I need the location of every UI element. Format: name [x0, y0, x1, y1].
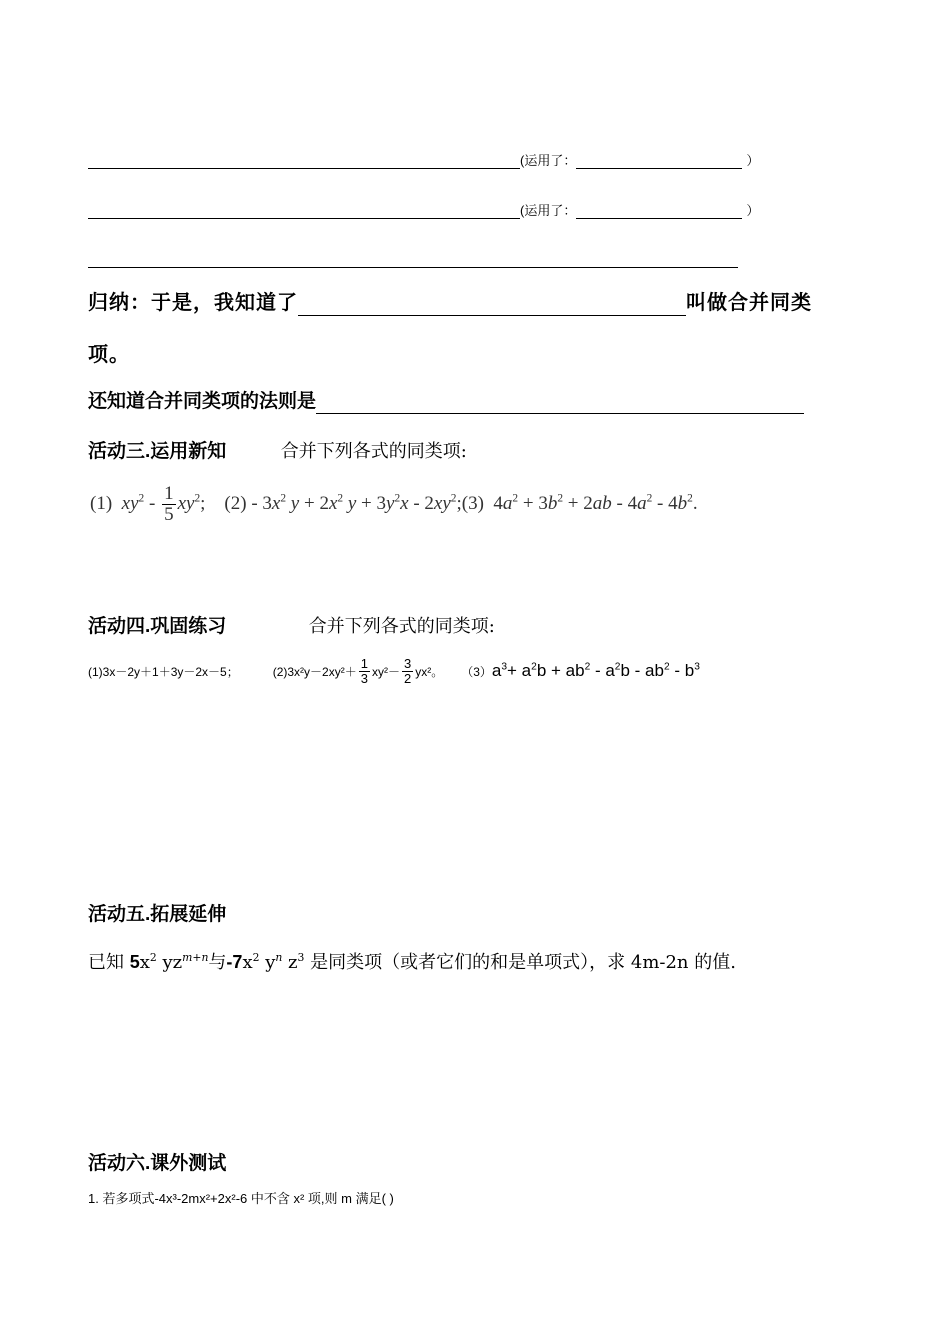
monomial-2: $-7x^2$ $y^n$ $z^3$: [226, 951, 305, 973]
blank-line: [298, 292, 686, 316]
activity5-problem: [88, 948, 736, 974]
monomial-1: $5x^2$ $yz^{m+n}$: [129, 951, 209, 973]
activity3-title: 活动三.运用新知: [88, 441, 227, 462]
activity3-expressions: (1) $xy^2$ - $\frac{1}{5}$ $xy^2$; $(2) - 3x^2$ $y + 2x^2$ $y + 3y^2x$ - $2xy^2;(3) 4a^2 + 3b^2 + 2ab - 4a^2 - 4b^2$.: [90, 483, 698, 525]
summary-suffix: 叫做合并同类: [686, 292, 812, 314]
applied-label: (运用了：: [520, 203, 577, 218]
activity3-instruction: 合并下列各式的同类项:: [280, 441, 467, 462]
activity4-instruction: 合并下列各式的同类项:: [308, 616, 495, 637]
fraction: $\frac{1}{5}$: [164, 483, 174, 525]
blank-line: [88, 153, 520, 169]
summary-prefix: 归纳：于是，我知道了: [88, 292, 298, 314]
activity4-item3-label: （3）: [461, 664, 492, 679]
activity4-item3-expression: $a^3+ a^2b + ab^2 - a^2b - ab^2 - b^3$: [491, 661, 700, 680]
activity5-prefix: 已知: [88, 952, 124, 973]
fraction: $\frac{3}{2}$: [403, 655, 412, 686]
activity4-title: 活动四.巩固练习: [88, 616, 227, 637]
item-label: (3): [461, 492, 484, 514]
activity4-item2-prefix: (2)3x²y－2xy²＋: [272, 664, 357, 679]
activity4-item2-mid: xy²－: [371, 664, 400, 679]
activity5-mid: 与: [208, 952, 227, 973]
blank-line: [576, 153, 742, 169]
item-label: (2): [224, 492, 247, 514]
fill-line-2: [88, 200, 759, 219]
fraction: $\frac{1}{3}$: [360, 655, 368, 686]
summary-continuation: 项。: [88, 344, 130, 366]
fill-line-1: [88, 150, 759, 169]
activity3-header: [88, 436, 467, 463]
summary-line: [88, 286, 812, 316]
rule-line: [88, 386, 804, 414]
activity4-header: [88, 611, 495, 638]
item-label: (1): [90, 492, 113, 514]
blank-line: [88, 203, 520, 219]
activity6-question-1: 1. 若多项式-4x³-2mx²+2x²-6 中不含 x² 项,则 m 满足( ): [88, 1191, 394, 1206]
activity5-suffix: 是同类项（或者它们的和是单项式），求 4m-2n 的值.: [310, 952, 736, 973]
activity4-expressions: [88, 651, 700, 691]
applied-close: ）: [746, 153, 760, 168]
blank-line: [576, 203, 742, 219]
rule-prefix: 还知道合并同类项的法则是: [88, 391, 317, 412]
activity4-item1: (1)3x－2y＋1＋3y－2x－5；: [88, 664, 239, 679]
blank-line-full: [88, 253, 738, 268]
applied-close: ）: [746, 203, 760, 218]
blank-line: [316, 391, 804, 414]
activity4-item2-suffix: yx²。: [415, 664, 444, 679]
activity5-title: 活动五.拓展延伸: [88, 904, 227, 925]
applied-label: (运用了：: [520, 153, 577, 168]
activity6-title: 活动六.课外测试: [88, 1153, 227, 1174]
